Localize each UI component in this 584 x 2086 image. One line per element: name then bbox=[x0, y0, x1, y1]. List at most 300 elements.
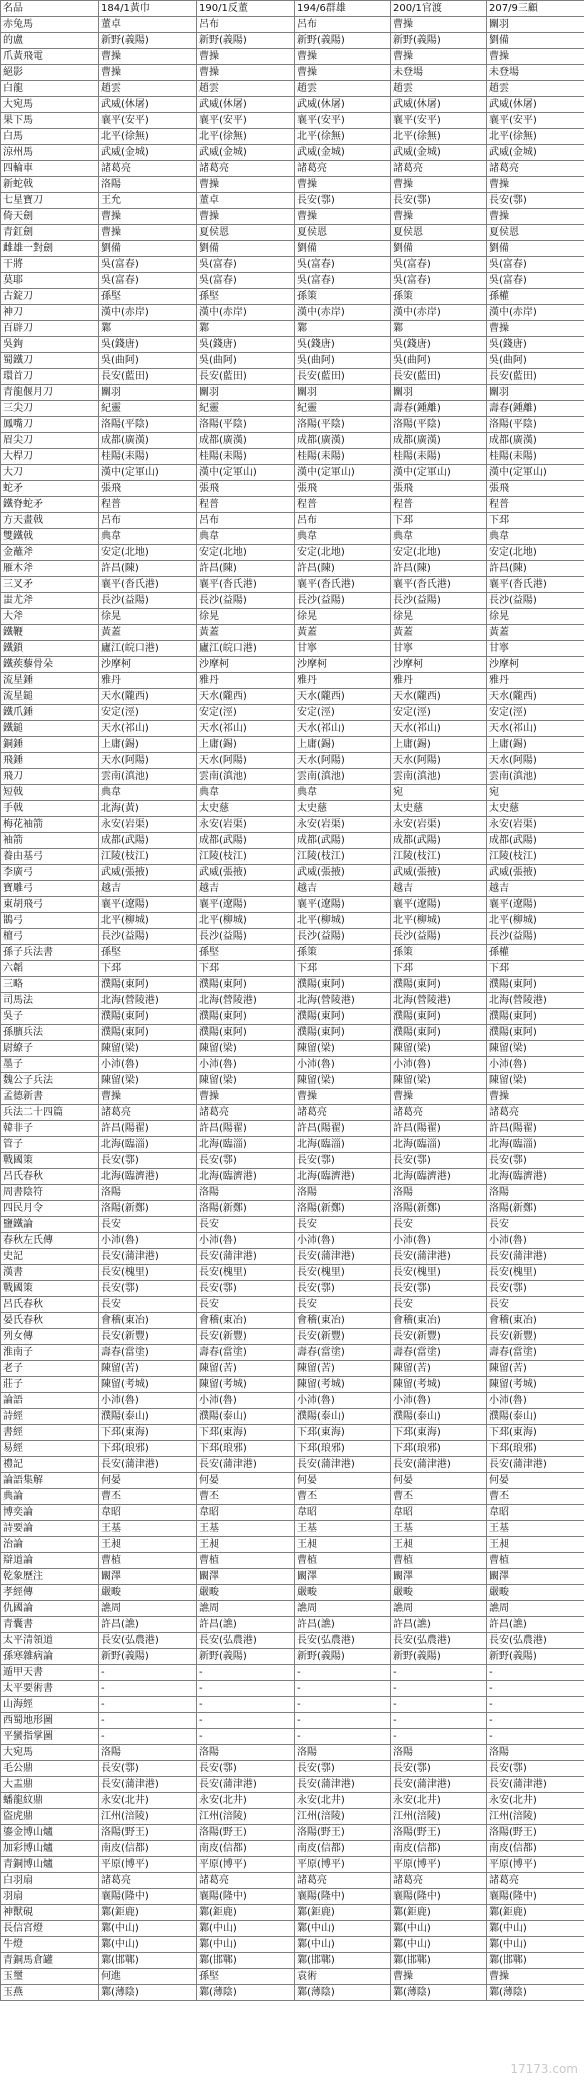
table-row bbox=[1, 1969, 584, 1985]
header-name: 名品 bbox=[1, 1, 99, 17]
location-cell: 陳留(梁) bbox=[295, 1041, 391, 1057]
location-cell: 典韋 bbox=[99, 785, 197, 801]
location-cell: 洛陽(野王) bbox=[391, 1825, 487, 1841]
table-row bbox=[1, 1761, 584, 1777]
location-cell: 北海(黃) bbox=[99, 801, 197, 817]
location-cell: 曹植 bbox=[487, 1553, 584, 1569]
table-row bbox=[1, 1649, 584, 1665]
location-cell: 曹操 bbox=[391, 177, 487, 193]
location-cell: 襄陽(隆中) bbox=[99, 1889, 197, 1905]
location-cell: 江州(涪陵) bbox=[295, 1809, 391, 1825]
treasure-name-cell: 尉繚子 bbox=[1, 1041, 99, 1057]
location-cell: 王昶 bbox=[391, 1537, 487, 1553]
location-cell: 北海(臨淄) bbox=[391, 1137, 487, 1153]
location-cell: 成都(武陽) bbox=[487, 833, 584, 849]
location-cell: 譙周 bbox=[295, 1601, 391, 1617]
location-cell: 陳留(苦) bbox=[295, 1361, 391, 1377]
location-cell: 關羽 bbox=[197, 385, 295, 401]
location-cell: 王昶 bbox=[295, 1537, 391, 1553]
treasure-name-cell: 毛公鼎 bbox=[1, 1761, 99, 1777]
location-cell: 鄴(中山) bbox=[487, 1921, 584, 1937]
treasure-name-cell: 大宛馬 bbox=[1, 97, 99, 113]
treasure-name-cell: 七星寶刀 bbox=[1, 193, 99, 209]
location-cell: 典韋 bbox=[295, 785, 391, 801]
location-cell: 南皮(信都) bbox=[487, 1841, 584, 1857]
location-cell: 壽春(當塗) bbox=[487, 1345, 584, 1361]
treasure-name-cell: 蜀鐵刀 bbox=[1, 353, 99, 369]
table-row bbox=[1, 1937, 584, 1953]
table-row bbox=[1, 865, 584, 881]
location-cell: 沙摩柯 bbox=[99, 657, 197, 673]
location-cell: 劉備 bbox=[391, 241, 487, 257]
location-cell: 長安(鄠) bbox=[391, 1153, 487, 1169]
location-cell: 江陵(枝江) bbox=[99, 849, 197, 865]
location-cell: 長安(槐里) bbox=[487, 1265, 584, 1281]
location-cell: 長安(鄠) bbox=[197, 1761, 295, 1777]
treasure-name-cell: 詩要論 bbox=[1, 1521, 99, 1537]
table-row bbox=[1, 657, 584, 673]
location-cell: 小沛(魯) bbox=[99, 1233, 197, 1249]
table-row bbox=[1, 913, 584, 929]
location-cell: 江州(涪陵) bbox=[197, 1809, 295, 1825]
location-cell: 長安(蒲津港) bbox=[391, 1249, 487, 1265]
table-row bbox=[1, 481, 584, 497]
table-row bbox=[1, 1377, 584, 1393]
table-row bbox=[1, 1345, 584, 1361]
location-cell: 曹操 bbox=[487, 1089, 584, 1105]
treasure-name-cell: 新蛇戟 bbox=[1, 177, 99, 193]
treasure-name-cell: 春秋左氏傳 bbox=[1, 1233, 99, 1249]
table-row bbox=[1, 1313, 584, 1329]
location-cell: 桂陽(耒陽) bbox=[197, 449, 295, 465]
location-cell: 江州(涪陵) bbox=[99, 1809, 197, 1825]
location-cell: 下邳 bbox=[487, 961, 584, 977]
location-cell: 曹操 bbox=[99, 65, 197, 81]
location-cell: 會稽(東冶) bbox=[99, 1313, 197, 1329]
location-cell: 鄴(中山) bbox=[197, 1921, 295, 1937]
location-cell: 成都(武陽) bbox=[99, 833, 197, 849]
location-cell: 何晏 bbox=[391, 1473, 487, 1489]
location-cell: 小沛(魯) bbox=[487, 1393, 584, 1409]
table-row bbox=[1, 929, 584, 945]
location-cell: 陳留(梁) bbox=[197, 1041, 295, 1057]
location-cell: 長安 bbox=[487, 1217, 584, 1233]
table-row bbox=[1, 945, 584, 961]
location-cell: 天水(隴西) bbox=[295, 689, 391, 705]
location-cell: 關羽 bbox=[391, 385, 487, 401]
location-cell: 武威(休屠) bbox=[197, 97, 295, 113]
location-cell: 襄平(安平) bbox=[197, 113, 295, 129]
location-cell: 沙摩柯 bbox=[295, 657, 391, 673]
treasure-name-cell: 禮記 bbox=[1, 1457, 99, 1473]
table-row bbox=[1, 1329, 584, 1345]
table-row bbox=[1, 721, 584, 737]
location-cell: 長沙(益陽) bbox=[391, 929, 487, 945]
location-cell: 曹操 bbox=[487, 177, 584, 193]
table-row bbox=[1, 257, 584, 273]
table-row bbox=[1, 897, 584, 913]
treasure-name-cell: 絕影 bbox=[1, 65, 99, 81]
location-cell: - bbox=[295, 1697, 391, 1713]
treasure-name-cell: 蛇矛 bbox=[1, 481, 99, 497]
table-row bbox=[1, 1505, 584, 1521]
treasure-name-cell: 晏氏春秋 bbox=[1, 1313, 99, 1329]
location-cell: 長安(鄠) bbox=[99, 1153, 197, 1169]
location-cell: 曹操 bbox=[487, 209, 584, 225]
location-cell: 吳(富春) bbox=[295, 257, 391, 273]
location-cell: 何晏 bbox=[99, 1473, 197, 1489]
location-cell: 鄴(薄陰) bbox=[99, 1985, 197, 2001]
location-cell: 曹操 bbox=[99, 225, 197, 241]
table-row bbox=[1, 1249, 584, 1265]
table-row bbox=[1, 1601, 584, 1617]
location-cell: 雅丹 bbox=[197, 673, 295, 689]
location-cell: - bbox=[487, 1729, 584, 1745]
location-cell: 洛陽 bbox=[99, 1185, 197, 1201]
treasure-name-cell: 漢書 bbox=[1, 1265, 99, 1281]
location-cell: 吳(富春) bbox=[99, 273, 197, 289]
location-cell: 陳留(梁) bbox=[487, 1073, 584, 1089]
table-row bbox=[1, 1185, 584, 1201]
location-cell: 陳留(苦) bbox=[99, 1361, 197, 1377]
location-cell: 越吉 bbox=[99, 881, 197, 897]
location-cell: 鄴(中山) bbox=[295, 1937, 391, 1953]
location-cell: 鄴(鉅鹿) bbox=[487, 1905, 584, 1921]
table-row bbox=[1, 1857, 584, 1873]
table-row bbox=[1, 593, 584, 609]
location-cell: 襄平(沓氏港) bbox=[197, 577, 295, 593]
treasure-name-cell: 鐵鞭 bbox=[1, 625, 99, 641]
location-cell: 長安(蒲津港) bbox=[391, 1457, 487, 1473]
location-cell: - bbox=[197, 1729, 295, 1745]
location-cell: 吳(曲阿) bbox=[99, 353, 197, 369]
location-cell: 洛陽(平陰) bbox=[487, 417, 584, 433]
location-cell: 北海(臨濟港) bbox=[99, 1169, 197, 1185]
location-cell: 長沙(益陽) bbox=[391, 593, 487, 609]
location-cell: 黃蓋 bbox=[197, 625, 295, 641]
table-header bbox=[1, 1, 584, 17]
treasure-name-cell: 檀弓 bbox=[1, 929, 99, 945]
treasure-name-cell: 鹽鐵論 bbox=[1, 1217, 99, 1233]
table-row bbox=[1, 1841, 584, 1857]
location-cell: 雲南(滇池) bbox=[197, 769, 295, 785]
location-cell: 平原(博平) bbox=[197, 1857, 295, 1873]
location-cell: 程普 bbox=[99, 497, 197, 513]
location-cell: 曹植 bbox=[391, 1553, 487, 1569]
location-cell: 典韋 bbox=[487, 529, 584, 545]
treasure-name-cell: 赤兔馬 bbox=[1, 17, 99, 33]
location-cell: 襄平(沓氏港) bbox=[487, 577, 584, 593]
location-cell: 武威(張掖) bbox=[197, 865, 295, 881]
location-cell: 洛陽(平陰) bbox=[295, 417, 391, 433]
location-cell: 北海(臨濟港) bbox=[391, 1169, 487, 1185]
location-cell: 北平(徐無) bbox=[197, 129, 295, 145]
location-cell: 安定(涇) bbox=[391, 705, 487, 721]
location-cell: 江陵(枝江) bbox=[391, 849, 487, 865]
location-cell: 長安(鄠) bbox=[391, 193, 487, 209]
location-cell: 濮陽(東阿) bbox=[295, 1025, 391, 1041]
location-cell: 新野(義陽) bbox=[197, 33, 295, 49]
location-cell: 徐晃 bbox=[99, 609, 197, 625]
location-cell: 洛陽 bbox=[487, 1185, 584, 1201]
table-row bbox=[1, 1169, 584, 1185]
treasure-name-cell: 周書陰符 bbox=[1, 1185, 99, 1201]
location-cell: 武威(金城) bbox=[99, 145, 197, 161]
location-cell: 許昌(陳) bbox=[99, 561, 197, 577]
location-cell: 小沛(魯) bbox=[295, 1233, 391, 1249]
location-cell: 陳留(考城) bbox=[487, 1377, 584, 1393]
location-cell: 襄平(沓氏港) bbox=[99, 577, 197, 593]
location-cell: 曹植 bbox=[295, 1553, 391, 1569]
location-cell: - bbox=[197, 1681, 295, 1697]
location-cell: 曹操 bbox=[391, 17, 487, 33]
location-cell: - bbox=[99, 1713, 197, 1729]
table-row bbox=[1, 1121, 584, 1137]
location-cell: 韋昭 bbox=[99, 1505, 197, 1521]
location-cell: - bbox=[391, 1681, 487, 1697]
location-cell: 王允 bbox=[99, 193, 197, 209]
location-cell: 襄平(遼陽) bbox=[99, 897, 197, 913]
location-cell: 曹丕 bbox=[197, 1489, 295, 1505]
location-cell: 長安(鄠) bbox=[99, 1281, 197, 1297]
location-cell: 呂布 bbox=[99, 513, 197, 529]
location-cell: 徐晃 bbox=[295, 609, 391, 625]
treasure-name-cell: 鐵脊蛇矛 bbox=[1, 497, 99, 513]
location-cell: - bbox=[197, 1697, 295, 1713]
location-cell: 長安(鄠) bbox=[197, 1281, 295, 1297]
location-cell: 黃蓋 bbox=[487, 625, 584, 641]
location-cell: 漢中(赤岸) bbox=[487, 305, 584, 321]
table-row bbox=[1, 417, 584, 433]
treasure-name-cell: 銅錘 bbox=[1, 737, 99, 753]
location-cell: 濮陽(東阿) bbox=[99, 1025, 197, 1041]
location-cell: 黃蓋 bbox=[391, 625, 487, 641]
location-cell: 夏侯恩 bbox=[391, 225, 487, 241]
location-cell: 濮陽(泰山) bbox=[197, 1409, 295, 1425]
location-cell: 安定(北地) bbox=[295, 545, 391, 561]
table-row bbox=[1, 113, 584, 129]
location-cell: 譙周 bbox=[197, 1601, 295, 1617]
table-row bbox=[1, 1425, 584, 1441]
location-cell: - bbox=[99, 1681, 197, 1697]
location-cell: 北海(臨濟港) bbox=[487, 1169, 584, 1185]
location-cell: 天水(祁山) bbox=[99, 721, 197, 737]
treasure-name-cell: 孫臏兵法 bbox=[1, 1025, 99, 1041]
location-cell: 陳留(梁) bbox=[197, 1073, 295, 1089]
location-cell: 趙雲 bbox=[99, 81, 197, 97]
location-cell: 小沛(魯) bbox=[197, 1393, 295, 1409]
location-cell: 洛陽 bbox=[391, 1185, 487, 1201]
location-cell: 越吉 bbox=[391, 881, 487, 897]
treasure-name-cell: 三尖刀 bbox=[1, 401, 99, 417]
location-cell: 闞澤 bbox=[295, 1569, 391, 1585]
treasure-name-cell: 鳳嘴刀 bbox=[1, 417, 99, 433]
location-cell: 濮陽(泰山) bbox=[295, 1409, 391, 1425]
location-cell: 闞澤 bbox=[487, 1569, 584, 1585]
location-cell: 上庸(錫) bbox=[391, 737, 487, 753]
location-cell: 鄴(薄陰) bbox=[487, 1985, 584, 2001]
location-cell: 曹丕 bbox=[487, 1489, 584, 1505]
location-cell: 越吉 bbox=[487, 881, 584, 897]
location-cell: 北平(柳城) bbox=[391, 913, 487, 929]
location-cell: 成都(廣漢) bbox=[197, 433, 295, 449]
table-row bbox=[1, 1409, 584, 1425]
treasure-name-cell: 蚩尤斧 bbox=[1, 593, 99, 609]
treasure-name-cell: 雌雄一對劍 bbox=[1, 241, 99, 257]
location-cell: 下邳(琅邪) bbox=[197, 1441, 295, 1457]
location-cell: 下邳 bbox=[391, 513, 487, 529]
location-cell: 雲南(滇池) bbox=[487, 769, 584, 785]
location-cell: 下邳(東海) bbox=[391, 1425, 487, 1441]
location-cell: 沙摩柯 bbox=[487, 657, 584, 673]
location-cell: 長安(藍田) bbox=[391, 369, 487, 385]
location-cell: 關羽 bbox=[487, 385, 584, 401]
location-cell: 長安(蒲津港) bbox=[295, 1457, 391, 1473]
location-cell: 安定(涇) bbox=[99, 705, 197, 721]
location-cell: 孫策 bbox=[295, 289, 391, 305]
location-cell: 濮陽(泰山) bbox=[391, 1409, 487, 1425]
location-cell: 闞澤 bbox=[99, 1569, 197, 1585]
location-cell: 安定(北地) bbox=[99, 545, 197, 561]
location-cell: 陳留(考城) bbox=[295, 1377, 391, 1393]
location-cell: 平原(博平) bbox=[99, 1857, 197, 1873]
table-row bbox=[1, 1953, 584, 1969]
location-cell: 曹操 bbox=[487, 49, 584, 65]
location-cell: 長安 bbox=[197, 1217, 295, 1233]
location-cell: 許昌(陽翟) bbox=[99, 1121, 197, 1137]
location-cell: 長安 bbox=[197, 1297, 295, 1313]
table-row bbox=[1, 705, 584, 721]
location-cell: 長安(新豐) bbox=[295, 1329, 391, 1345]
location-cell: 張飛 bbox=[295, 481, 391, 497]
location-cell: 壽春(當塗) bbox=[391, 1345, 487, 1361]
location-cell: 長安(鄠) bbox=[487, 1281, 584, 1297]
treasure-name-cell: 雙鐵戟 bbox=[1, 529, 99, 545]
location-cell: 鄴(中山) bbox=[487, 1937, 584, 1953]
location-cell: 洛陽(平陰) bbox=[391, 417, 487, 433]
location-cell: 桂陽(耒陽) bbox=[295, 449, 391, 465]
treasure-name-cell: 大桿刀 bbox=[1, 449, 99, 465]
location-cell: 王昶 bbox=[197, 1537, 295, 1553]
location-cell: 武威(張掖) bbox=[99, 865, 197, 881]
location-cell: - bbox=[487, 1665, 584, 1681]
treasure-name-cell: 長信宮燈 bbox=[1, 1921, 99, 1937]
table-row bbox=[1, 1905, 584, 1921]
location-cell: 北平(徐無) bbox=[391, 129, 487, 145]
treasure-name-cell: 博奕論 bbox=[1, 1505, 99, 1521]
location-cell: 武威(休屠) bbox=[295, 97, 391, 113]
location-cell: 濮陽(東阿) bbox=[295, 977, 391, 993]
location-cell: 天水(祁山) bbox=[197, 721, 295, 737]
treasure-name-cell: 史記 bbox=[1, 1249, 99, 1265]
location-cell: 長安(蒲津港) bbox=[487, 1249, 584, 1265]
location-cell: 武威(金城) bbox=[391, 145, 487, 161]
table-row bbox=[1, 1585, 584, 1601]
location-cell: 曹植 bbox=[99, 1553, 197, 1569]
location-cell: 諸葛亮 bbox=[391, 161, 487, 177]
table-row bbox=[1, 337, 584, 353]
location-cell: 典韋 bbox=[295, 529, 391, 545]
location-cell: 漢中(赤岸) bbox=[391, 305, 487, 321]
location-cell: 許昌(譙) bbox=[197, 1617, 295, 1633]
location-cell: 長安(鄠) bbox=[295, 1153, 391, 1169]
location-cell: 長安(蒲津港) bbox=[197, 1777, 295, 1793]
location-cell: 濮陽(東阿) bbox=[99, 977, 197, 993]
location-cell: 諸葛亮 bbox=[295, 1873, 391, 1889]
treasure-name-cell: 莊子 bbox=[1, 1377, 99, 1393]
location-cell: - bbox=[391, 1729, 487, 1745]
table-row bbox=[1, 1713, 584, 1729]
location-cell: 下邳(琅邪) bbox=[487, 1441, 584, 1457]
location-cell: - bbox=[295, 1713, 391, 1729]
location-cell: - bbox=[99, 1665, 197, 1681]
location-cell: 陳留(梁) bbox=[487, 1041, 584, 1057]
location-cell: 江陵(枝江) bbox=[197, 849, 295, 865]
treasure-name-cell: 呂氏春秋 bbox=[1, 1169, 99, 1185]
location-cell: 襄平(安平) bbox=[487, 113, 584, 129]
treasure-name-cell: 金蘸斧 bbox=[1, 545, 99, 561]
treasure-name-cell: 養由基弓 bbox=[1, 849, 99, 865]
location-cell: 黃蓋 bbox=[295, 625, 391, 641]
location-cell: 王基 bbox=[295, 1521, 391, 1537]
location-cell: 劉備 bbox=[295, 241, 391, 257]
location-cell: 濮陽(東阿) bbox=[197, 1009, 295, 1025]
location-cell: 長安(蒲津港) bbox=[99, 1777, 197, 1793]
location-cell: 典韋 bbox=[197, 529, 295, 545]
location-cell: 洛陽 bbox=[487, 1745, 584, 1761]
location-cell: 曹操 bbox=[487, 1969, 584, 1985]
location-cell: - bbox=[391, 1665, 487, 1681]
location-cell: 張飛 bbox=[197, 481, 295, 497]
location-cell: 下邳(東海) bbox=[99, 1425, 197, 1441]
header-row bbox=[1, 1, 584, 17]
location-cell: 呂布 bbox=[197, 513, 295, 529]
table-row bbox=[1, 1537, 584, 1553]
location-cell: 何晏 bbox=[487, 1473, 584, 1489]
treasure-name-cell: 孝經傳 bbox=[1, 1585, 99, 1601]
location-cell: 張飛 bbox=[487, 481, 584, 497]
location-cell: 吳(錢唐) bbox=[99, 337, 197, 353]
location-cell: 夏侯恩 bbox=[487, 225, 584, 241]
table-row bbox=[1, 1009, 584, 1025]
location-cell: 下邳(琅邪) bbox=[99, 1441, 197, 1457]
location-cell: 雲南(滇池) bbox=[391, 769, 487, 785]
location-cell: 許昌(陳) bbox=[487, 561, 584, 577]
location-cell: 孫權 bbox=[487, 945, 584, 961]
location-cell: 永安(北井) bbox=[295, 1793, 391, 1809]
location-cell: 洛陽(野王) bbox=[487, 1825, 584, 1841]
location-cell: 下邳 bbox=[487, 513, 584, 529]
location-cell: 吳(錢唐) bbox=[487, 337, 584, 353]
treasure-name-cell: 白龍 bbox=[1, 81, 99, 97]
location-cell: 漢中(赤岸) bbox=[99, 305, 197, 321]
location-cell: 許昌(陽翟) bbox=[391, 1121, 487, 1137]
treasure-name-cell: 爪黃飛電 bbox=[1, 49, 99, 65]
location-cell: - bbox=[487, 1697, 584, 1713]
location-cell: 曹操 bbox=[295, 1089, 391, 1105]
location-cell: 新野(義陽) bbox=[99, 33, 197, 49]
location-cell: 漢中(赤岸) bbox=[197, 305, 295, 321]
location-cell: 武威(休屠) bbox=[391, 97, 487, 113]
location-cell: 天水(隴西) bbox=[391, 689, 487, 705]
table-row bbox=[1, 465, 584, 481]
location-cell: 武威(休屠) bbox=[99, 97, 197, 113]
treasure-name-cell: 加彩博山爐 bbox=[1, 1841, 99, 1857]
table-row bbox=[1, 961, 584, 977]
location-cell: 襄平(遼陽) bbox=[487, 897, 584, 913]
location-cell: 孫策 bbox=[295, 945, 391, 961]
location-cell: 許昌(陳) bbox=[197, 561, 295, 577]
